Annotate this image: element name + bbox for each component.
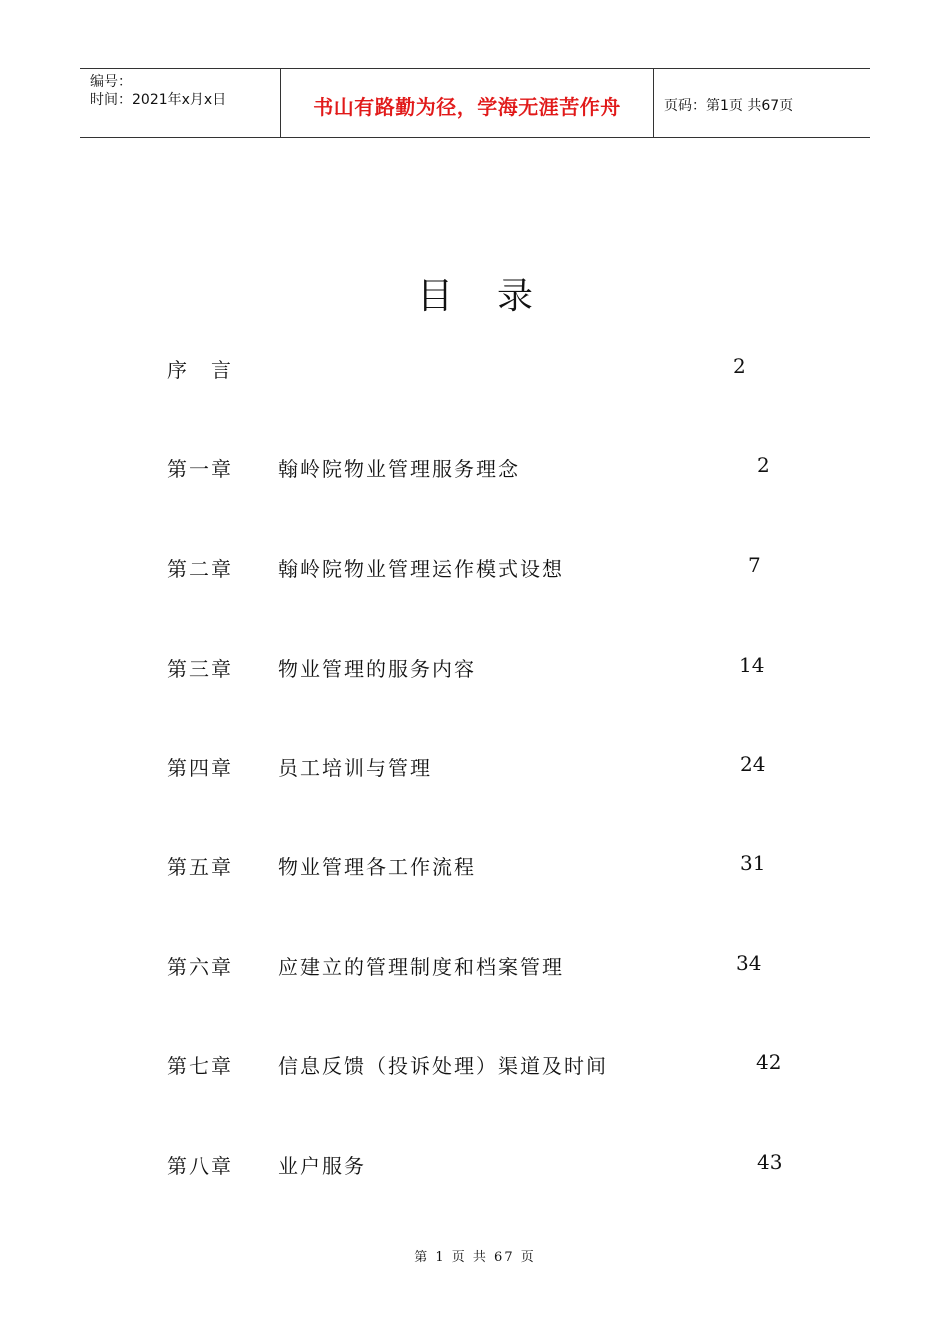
toc-entry-page: 7 — [748, 553, 761, 577]
toc-entry-chapter: 第八章 — [167, 1154, 233, 1178]
toc-entry-page: 2 — [757, 453, 770, 477]
toc-entry-chapter-4[interactable] — [0, 752, 950, 782]
toc-entry-chapter: 序 言 — [167, 358, 233, 382]
toc-entry-chapter: 第六章 — [167, 955, 233, 979]
toc-entry-page: 14 — [739, 653, 765, 677]
toc-entry-chapter: 第五章 — [167, 855, 233, 879]
toc-entry-name: 信息反馈（投诉处理）渠道及时间 — [278, 1054, 608, 1078]
toc-entry-chapter: 第四章 — [167, 756, 233, 780]
toc-entry-name: 员工培训与管理 — [278, 756, 432, 780]
header-meta — [80, 69, 281, 137]
toc-entry-chapter: 第一章 — [167, 457, 233, 481]
header-motto: 书山有路勤为径，学海无涯苦作舟 — [281, 69, 654, 137]
toc-entry-chapter-6[interactable] — [0, 951, 950, 981]
toc-entry-chapter-5[interactable] — [0, 851, 950, 881]
toc-entry-name: 翰岭院物业管理服务理念 — [278, 457, 520, 481]
toc-entry-page: 34 — [736, 951, 762, 975]
header-page-info: 页码：第1页 共67页 — [664, 98, 794, 114]
toc-entry-page: 42 — [756, 1050, 782, 1074]
toc-entry-name: 物业管理各工作流程 — [278, 855, 476, 879]
toc-entry-page: 43 — [757, 1150, 783, 1174]
toc-entry-name: 应建立的管理制度和档案管理 — [278, 955, 564, 979]
toc-entry-chapter-2[interactable] — [0, 553, 950, 583]
toc-entry-name: 翰岭院物业管理运作模式设想 — [278, 557, 564, 581]
toc-entry-chapter-3[interactable] — [0, 653, 950, 683]
toc-entry-page: 31 — [740, 851, 766, 875]
toc-entry-chapter: 第七章 — [167, 1054, 233, 1078]
toc-entry-chapter: 第三章 — [167, 657, 233, 681]
toc-entry-page: 24 — [740, 752, 766, 776]
toc-entry-chapter-8[interactable] — [0, 1150, 950, 1180]
toc-entry-name: 业户服务 — [278, 1154, 366, 1178]
toc-title: 目录 — [416, 276, 577, 317]
toc-entry-name: 物业管理的服务内容 — [278, 657, 476, 681]
document-number-label: 编号： — [90, 74, 132, 90]
toc-entry-preface[interactable] — [0, 354, 950, 384]
toc-entry-chapter-1[interactable] — [0, 453, 950, 483]
toc-entry-chapter: 第二章 — [167, 557, 233, 581]
document-header — [80, 68, 870, 138]
page-footer: 第 1 页 共 67 页 — [414, 1250, 536, 1265]
document-date: 时间：2021年x月x日 — [90, 92, 227, 108]
toc-entry-chapter-7[interactable] — [0, 1050, 950, 1080]
toc-entry-page: 2 — [733, 354, 746, 378]
